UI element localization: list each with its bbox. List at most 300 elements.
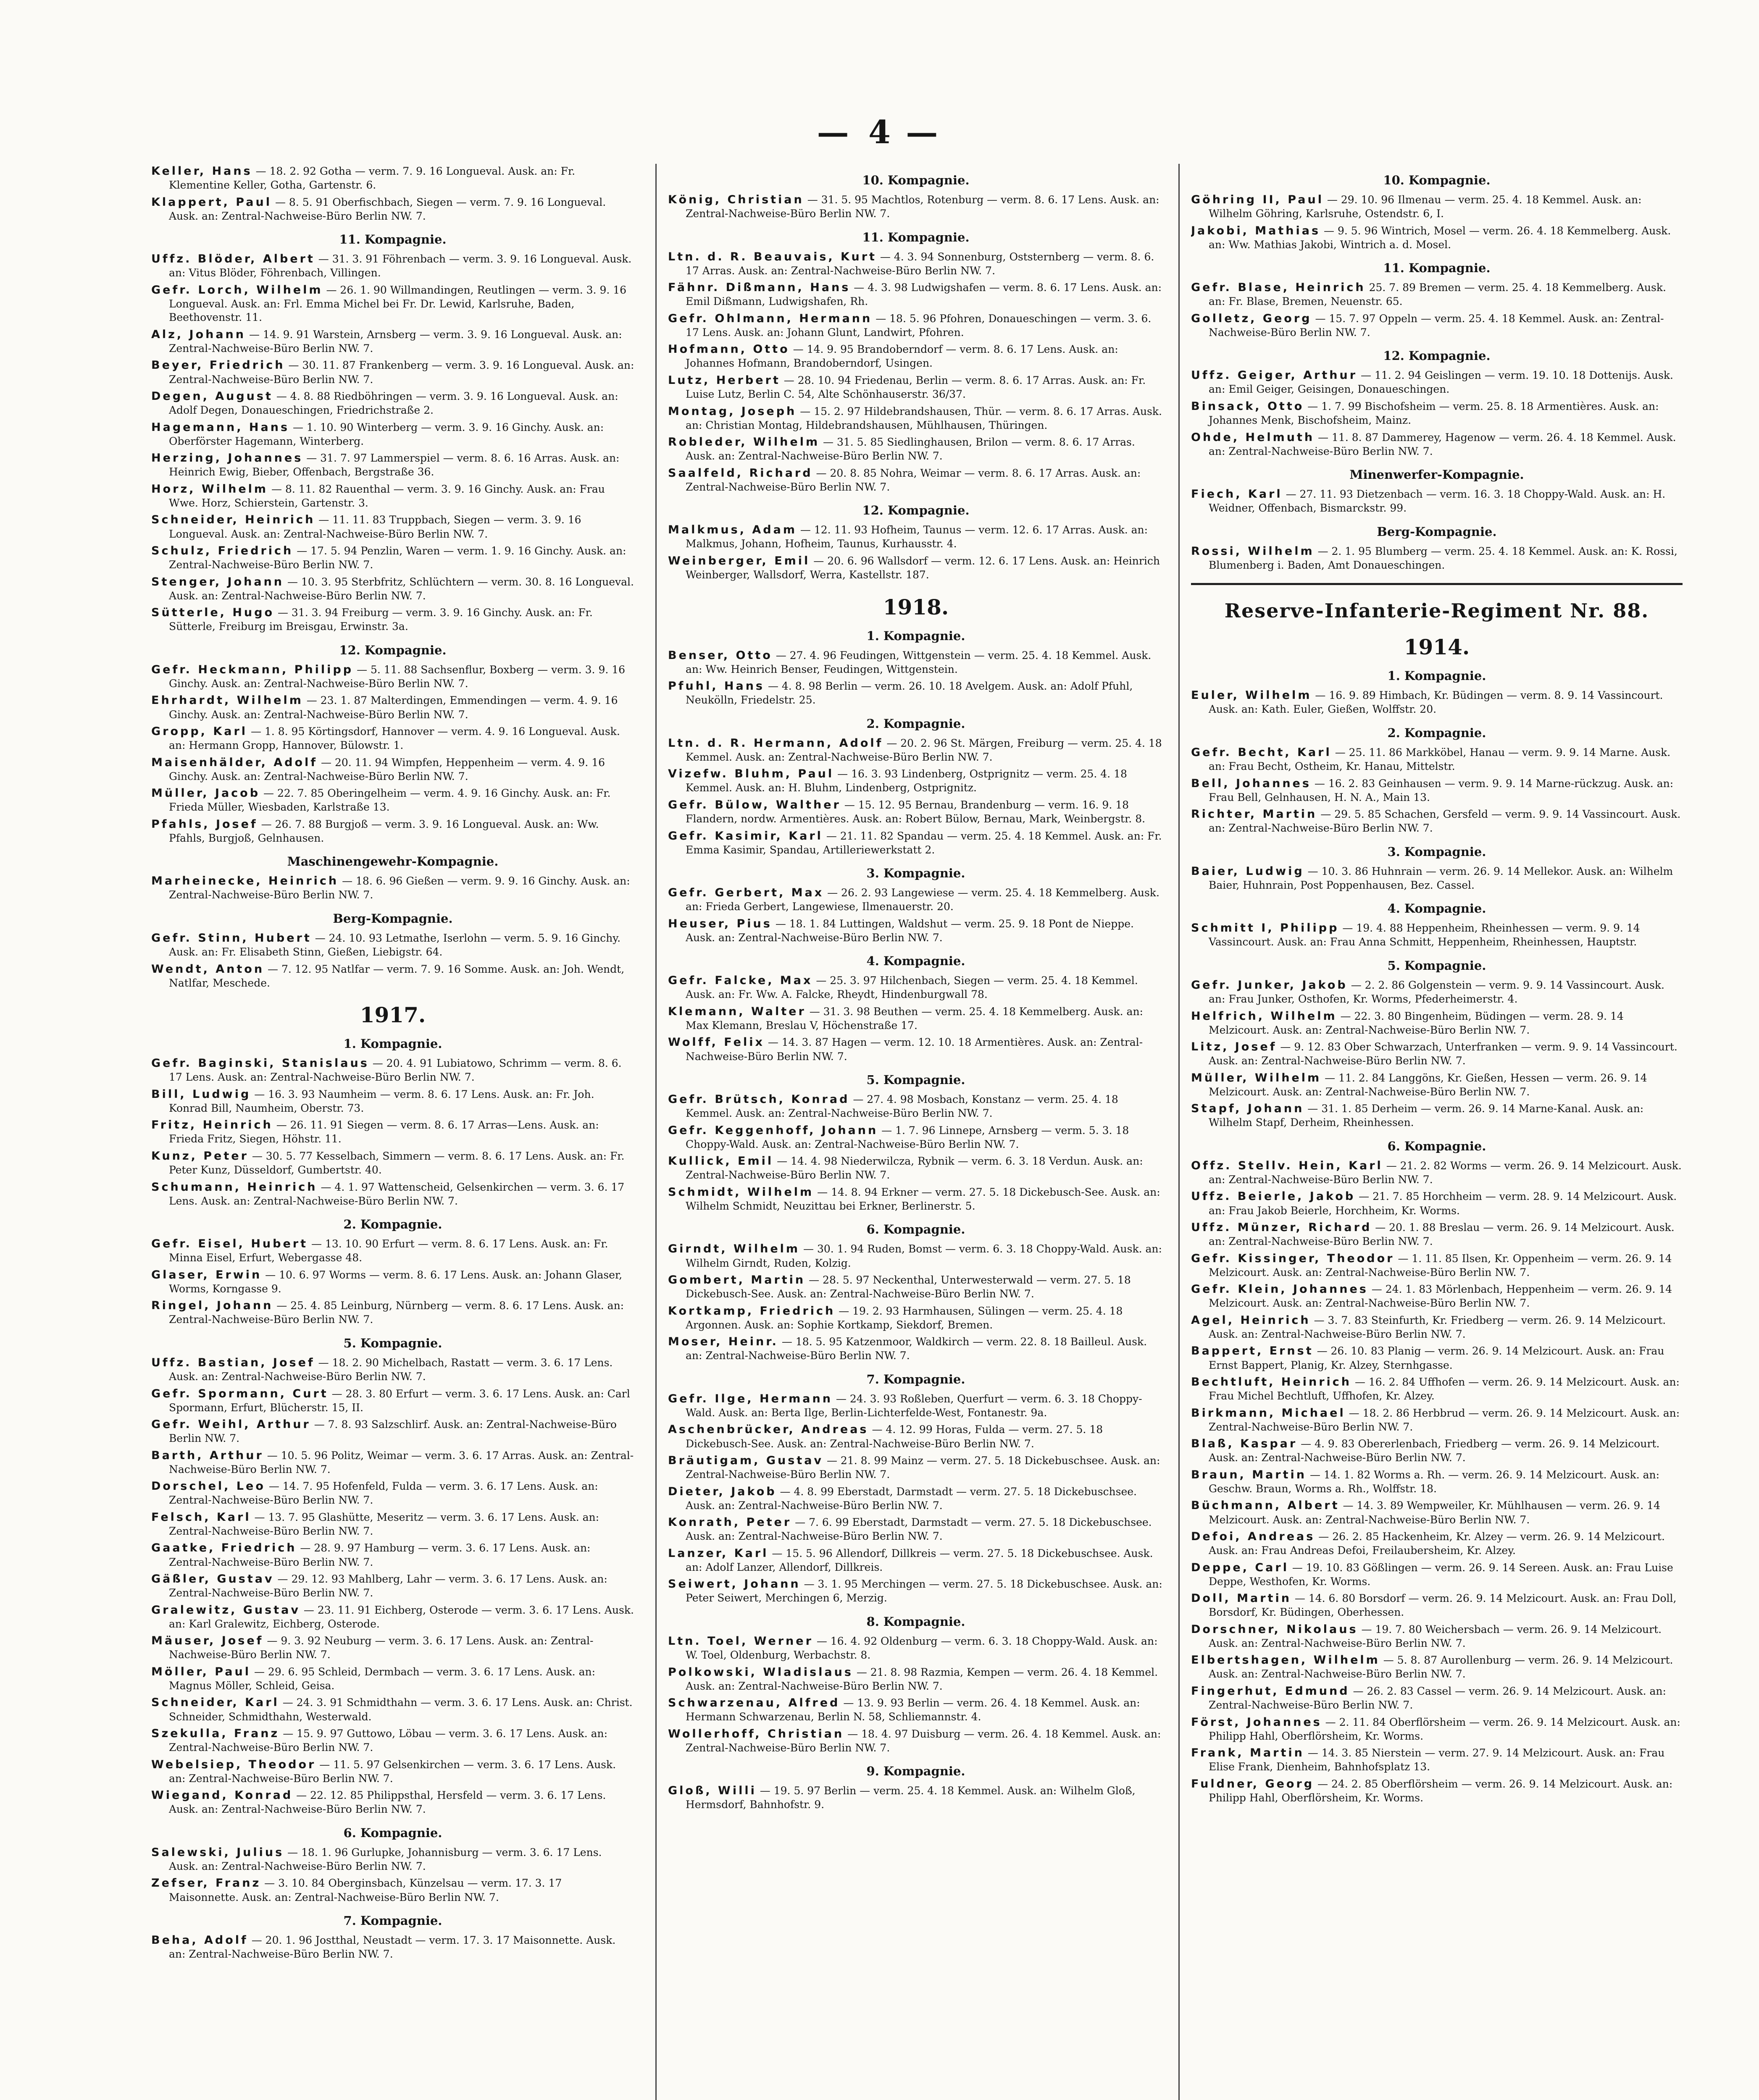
entry-name: Agel, Heinrich xyxy=(1191,1313,1311,1327)
entry-name: Fuldner, Georg xyxy=(1191,1777,1315,1790)
casualty-entry xyxy=(151,786,634,814)
casualty-entry xyxy=(151,358,634,386)
entry-details: — 29. 6. 95 Schleid, Dermbach — verm. 3. 6. 17 Lens. Ausk. an: Magnus Möller, Schleid, Geisa. xyxy=(169,1665,595,1692)
casualty-entry xyxy=(668,1185,1164,1213)
entry-details: — 10. 6. 97 Worms — verm. 8. 6. 17 Lens. Ausk. an: Johann Glaser, Worms, Korngasse 9. xyxy=(169,1268,623,1295)
entry-details: — 24. 3. 91 Schmidthahn — verm. 3. 6. 17 Lens. Ausk. an: Christ. Schneider, Schmidthahn, Westerwald. xyxy=(169,1696,633,1723)
casualty-entry xyxy=(1191,487,1683,515)
entry-details: — 18. 4. 97 Duisburg — verm. 26. 4. 18 Kemmel. Ausk. an: Zentral-Nachweise-Büro Berlin NW. 7. xyxy=(686,1727,1161,1754)
entry-details: — 27. 11. 93 Dietzenbach — verm. 16. 3. 18 Choppy-Wald. Ausk. an: H. Weidner, Offenbach, Bismarckstr. 99. xyxy=(1209,488,1666,514)
casualty-entry xyxy=(1191,430,1683,459)
casualty-entry xyxy=(151,662,634,691)
entry-details: — 26. 7. 88 Burgjoß — verm. 3. 9. 16 Longueval. Ausk. an: Ww. Pfahls, Burgjoß, Gelnhausen. xyxy=(169,818,599,844)
entry-details: — 18. 1. 84 Luttingen, Waldshut — verm. 25. 9. 18 Pont de Nieppe. Ausk. an: Zentral-Nachweise-Büro Berlin NW. 7. xyxy=(686,917,1134,944)
entry-details: — 3. 10. 84 Oberginsbach, Künzelsau — verm. 17. 3. 17 Maisonnette. Ausk. an: Zentral-Nachweise-Büro Berlin NW. 7. xyxy=(169,1877,562,1903)
entry-name: Gefr. Becht, Karl xyxy=(1191,746,1332,759)
company-heading: 12. Kompagnie. xyxy=(862,503,970,518)
entry-details: — 9. 5. 96 Wintrich, Mosel — verm. 26. 4. 18 Kemmelberg. Ausk. an: Ww. Mathias Jakobi, Wintrich a. d. Mosel. xyxy=(1209,224,1671,251)
entry-details: — 16. 4. 92 Oldenburg — verm. 6. 3. 18 Choppy-Wald. Ausk. an: W. Toel, Oldenburg, Werbachstr. 8. xyxy=(686,1635,1158,1662)
entry-details: — 8. 5. 91 Oberfischbach, Siegen — verm. 7. 9. 16 Longueval. Ausk. an: Zentral-Nachweise-Büro Berlin NW. 7. xyxy=(169,196,606,222)
entry-details: — 15. 2. 97 Hildebrandshausen, Thür. — verm. 8. 6. 17 Arras. Ausk. an: Christian Montag, Hildebrandshausen, Mühlhausen, Thüringen. xyxy=(686,405,1162,431)
page-number: — 4 — xyxy=(817,113,942,151)
entry-name: Wendt, Anton xyxy=(151,962,265,976)
casualty-entry xyxy=(1191,280,1683,309)
casualty-entry xyxy=(668,311,1164,340)
casualty-entry xyxy=(1191,1684,1683,1712)
entry-name: Ohde, Helmuth xyxy=(1191,430,1315,444)
entry-details: — 31. 5. 95 Machtlos, Rotenburg — verm. 8. 6. 17 Lens. Ausk. an: Zentral-Nachweise-Büro Berlin NW. 7. xyxy=(686,194,1160,220)
entry-details: — 14. 8. 94 Erkner — verm. 27. 5. 18 Dickebusch-See. Ausk. an: Wilhelm Schmidt, Neuzittau bei Erkner, Berlinerstr. 5. xyxy=(686,1186,1160,1212)
entry-name: Göhring II, Paul xyxy=(1191,193,1324,206)
entry-details: — 4. 8. 99 Eberstadt, Darmstadt — verm. 27. 5. 18 Dickebuschsee. Ausk. an: Zentral-Nachweise-Büro Berlin NW. 7. xyxy=(686,1485,1137,1512)
casualty-entry xyxy=(1191,1009,1683,1037)
entry-details: — 16. 2. 84 Uffhofen — verm. 26. 9. 14 Melzicourt. Ausk. an: Frau Michel Bechtluft, Uffhofen, Kr. Alzey. xyxy=(1209,1376,1680,1402)
casualty-entry xyxy=(668,1391,1164,1420)
entry-details: — 9. 12. 83 Ober Schwarzach, Unterfranken — verm. 9. 9. 14 Vassincourt. Ausk. an: Zentral-Nachweise-Büro Berlin NW. 7. xyxy=(1209,1041,1677,1067)
entry-name: Aschenbrücker, Andreas xyxy=(668,1423,869,1436)
company-heading: 3. Kompagnie. xyxy=(1387,844,1486,859)
entry-details: — 14. 7. 95 Hofenfeld, Fulda — verm. 3. 6. 17 Lens. Ausk. an: Zentral-Nachweise-Büro Berlin NW. 7. xyxy=(169,1480,598,1507)
entry-details: — 24. 2. 85 Oberflörsheim — verm. 26. 9. 14 Melzicourt. Ausk. an: Philipp Hahl, Oberflörsheim, Kr. Worms. xyxy=(1209,1777,1673,1804)
casualty-entry xyxy=(668,342,1164,370)
casualty-entry xyxy=(1191,1189,1683,1218)
entry-name: Schulz, Friedrich xyxy=(151,544,294,558)
entry-details: — 20. 8. 85 Nohra, Weimar — verm. 8. 6. 17 Arras. Ausk. an: Zentral-Nachweise-Büro Berlin NW. 7. xyxy=(686,467,1141,493)
entry-name: Gefr. Kissinger, Theodor xyxy=(1191,1252,1395,1265)
casualty-entry xyxy=(151,693,634,722)
casualty-entry xyxy=(151,1479,634,1507)
casualty-entry xyxy=(1191,1282,1683,1310)
entry-name: Litz, Josef xyxy=(1191,1040,1277,1054)
entry-details: — 4. 8. 98 Berlin — verm. 26. 10. 18 Avelgem. Ausk. an: Adolf Pfuhl, Neukölln, Friedelstr. 25. xyxy=(686,680,1133,706)
entry-name: Hofmann, Otto xyxy=(668,343,790,356)
entry-name: Marheinecke, Heinrich xyxy=(151,874,339,888)
casualty-entry xyxy=(151,1056,634,1084)
column-right xyxy=(1191,164,1683,2100)
entry-name: Salewski, Julius xyxy=(151,1845,284,1859)
entry-name: Gefr. Kasimir, Karl xyxy=(668,829,823,843)
entry-name: Gaatke, Friedrich xyxy=(151,1541,297,1555)
entry-name: Gäßler, Gustav xyxy=(151,1572,274,1586)
column-left xyxy=(151,164,634,2100)
entry-details: — 26. 2. 83 Cassel — verm. 26. 9. 14 Melzicourt. Ausk. an: Zentral-Nachweise-Büro Berlin NW. 7. xyxy=(1209,1685,1666,1712)
entry-name: Ltn. Toel, Werner xyxy=(668,1634,813,1648)
entry-name: Fritz, Heinrich xyxy=(151,1118,273,1132)
entry-name: Först, Johannes xyxy=(1191,1715,1322,1729)
entry-name: Gefr. Blase, Heinrich xyxy=(1191,281,1366,294)
casualty-entry xyxy=(1191,311,1683,340)
entry-details: 25. 7. 89 Bremen — verm. 25. 4. 18 Kemmelberg. Ausk. an: Fr. Blase, Bremen, Neuenstr. 65. xyxy=(1209,281,1666,308)
entry-name: Beha, Adolf xyxy=(151,1934,248,1947)
entry-details: — 15. 7. 97 Oppeln — verm. 25. 4. 18 Kemmel. Ausk. an: Zentral-Nachweise-Büro Berlin NW. 7. xyxy=(1209,312,1664,339)
entry-name: Ltn. d. R. Beauvais, Kurt xyxy=(668,250,877,263)
entry-name: Wiegand, Konrad xyxy=(151,1789,293,1802)
entry-name: Klappert, Paul xyxy=(151,195,272,209)
entry-details: — 19. 10. 83 Gößlingen — verm. 26. 9. 14 Sereen. Ausk. an: Frau Luise Deppe, Westhofen, Kr. Worms. xyxy=(1209,1561,1673,1588)
entry-details: — 24. 3. 93 Roßleben, Querfurt — verm. 6. 3. 18 Choppy-Wald. Ausk. an: Berta Ilge, Berlin-Lichterfelde-West, Fontanestr. 9a. xyxy=(686,1392,1142,1419)
entry-details: — 18. 6. 96 Gießen — verm. 9. 9. 16 Ginchy. Ausk. an: Zentral-Nachweise-Büro Berlin NW. 7. xyxy=(169,875,630,901)
entry-name: Gefr. Keggenhoff, Johann xyxy=(668,1124,878,1137)
casualty-entry xyxy=(668,1453,1164,1482)
entry-name: Gefr. Ohlmann, Hermann xyxy=(668,312,873,325)
casualty-entry xyxy=(1191,745,1683,774)
casualty-entry xyxy=(1191,1498,1683,1527)
entry-details: — 18. 2. 90 Michelbach, Rastatt — verm. 3. 6. 17 Lens. Ausk. an: Zentral-Nachweise-Büro Berlin NW. 7. xyxy=(169,1356,613,1383)
company-heading: 7. Kompagnie. xyxy=(343,1914,442,1928)
entry-details: — 27. 4. 98 Mosbach, Konstanz — verm. 25. 4. 18 Kemmel. Ausk. an: Zentral-Nachweise-Büro Berlin NW. 7. xyxy=(686,1093,1118,1120)
entry-details: — 19. 2. 93 Harmhausen, Sülingen — verm. 25. 4. 18 Argonnen. Ausk. an: Sophie Kortkamp, Siekdorf, Bremen. xyxy=(686,1305,1123,1331)
entry-name: Gropp, Karl xyxy=(151,725,248,738)
entry-details: — 9. 3. 92 Neuburg — verm. 3. 6. 17 Lens. Ausk. an: Zentral-Nachweise-Büro Berlin NW. 7. xyxy=(169,1635,594,1661)
entry-details: — 1. 11. 85 Ilsen, Kr. Oppenheim — verm. 26. 9. 14 Melzicourt. Ausk. an: Zentral-Nachweise-Büro Berlin NW. 7. xyxy=(1209,1252,1672,1278)
casualty-entry xyxy=(151,283,634,325)
entry-details: — 14. 9. 91 Warstein, Arnsberg — verm. 3. 9. 16 Longueval. Ausk. an: Zentral-Nachweise-Büro Berlin NW. 7. xyxy=(169,328,622,354)
entry-details: — 18. 2. 92 Gotha — verm. 7. 9. 16 Longueval. Ausk. an: Fr. Klementine Keller, Gotha, Gartenstr. 6. xyxy=(169,165,576,192)
entry-name: Bill, Ludwig xyxy=(151,1087,251,1101)
entry-details: — 15. 5. 96 Allendorf, Dillkreis — verm. 27. 5. 18 Dickebuschsee. Ausk. an: Adolf Lanzer, Allendorf, Dillkreis. xyxy=(686,1547,1153,1573)
entry-details: — 4. 3. 94 Sonnenburg, Oststernberg — verm. 8. 6. 17 Arras. Ausk. an: Zentral-Nachweise-Büro Berlin NW. 7. xyxy=(686,250,1154,277)
entry-name: Alz, Johann xyxy=(151,328,246,341)
entry-name: Gefr. Junker, Jakob xyxy=(1191,978,1348,992)
casualty-entry xyxy=(668,1696,1164,1724)
entry-details: — 27. 4. 96 Feudingen, Wittgenstein — verm. 25. 4. 18 Kemmel. Ausk. an: Ww. Heinrich Benser, Feudingen, Wittgenstein. xyxy=(686,649,1152,675)
entry-name: Schwarzenau, Alfred xyxy=(668,1696,840,1710)
entry-details: — 26. 1. 90 Willmandingen, Reutlingen — verm. 3. 9. 16 Longueval. Ausk. an: Frl. Emma Michel bei Fr. Dr. Lewid, Karlsruhe, Baden, Beethovenstr. 11. xyxy=(169,284,627,324)
entry-name: Deppe, Carl xyxy=(1191,1561,1289,1574)
entry-details: — 14. 1. 82 Worms a. Rh. — verm. 26. 9. 14 Melzicourt. Ausk. an: Geschw. Braun, Worms a. Rh., Wolffstr. 18. xyxy=(1209,1468,1660,1495)
entry-details: — 13. 10. 90 Erfurt — verm. 8. 6. 17 Lens. Ausk. an: Fr. Minna Eisel, Erfurt, Webergasse 48. xyxy=(169,1238,608,1264)
casualty-entry xyxy=(1191,1101,1683,1130)
casualty-entry xyxy=(151,164,634,192)
entry-name: Defoi, Andreas xyxy=(1191,1530,1315,1543)
casualty-entry xyxy=(668,679,1164,707)
entry-name: Malkmus, Adam xyxy=(668,523,797,537)
casualty-entry xyxy=(1191,223,1683,252)
entry-name: Jakobi, Mathias xyxy=(1191,224,1321,237)
entry-details: — 18. 5. 96 Pfohren, Donaueschingen — verm. 3. 6. 17 Lens. Ausk. an: Johann Glunt, Landwirt, Pfohren. xyxy=(686,312,1152,339)
entry-name: Ltn. d. R. Hermann, Adolf xyxy=(668,736,883,750)
casualty-entry xyxy=(151,1845,634,1874)
casualty-entry xyxy=(1191,1220,1683,1249)
entry-details: — 7. 8. 93 Salzschlirf. Ausk. an: Zentral-Nachweise-Büro Berlin NW. 7. xyxy=(169,1418,617,1445)
casualty-entry xyxy=(151,482,634,510)
casualty-entry xyxy=(151,1355,634,1384)
entry-details: — 10. 3. 86 Huhnrain — verm. 26. 9. 14 Mellekor. Ausk. an: Wilhelm Baier, Huhnrain, Post Poppenhausen, Bez. Cassel. xyxy=(1209,865,1673,891)
casualty-entry xyxy=(1191,1406,1683,1434)
entry-details: — 22. 7. 85 Oberingelheim — verm. 4. 9. 16 Ginchy. Ausk. an: Fr. Frieda Müller, Wiesbaden, Karlstraße 13. xyxy=(169,787,611,814)
casualty-entry xyxy=(1191,544,1683,572)
entry-details: — 10. 5. 96 Politz, Weimar — verm. 3. 6. 17 Arras. Ausk. an: Zentral-Nachweise-Büro Berlin NW. 7. xyxy=(169,1449,634,1475)
entry-details: — 29. 10. 96 Ilmenau — verm. 25. 4. 18 Kemmel. Ausk. an: Wilhelm Göhring, Karlsruhe, Ostendstr. 6, I. xyxy=(1209,194,1642,220)
entry-details: — 13. 9. 93 Berlin — verm. 26. 4. 18 Kemmel. Ausk. an: Hermann Schwarzenau, Berlin N. 58, Schliemannstr. 4. xyxy=(686,1697,1140,1723)
entry-details: — 15. 12. 95 Bernau, Brandenburg — verm. 16. 9. 18 Flandern, nordw. Armentières. Ausk. an: Robert Bülow, Bernau, Mark, Weinbergstr. 8. xyxy=(686,798,1146,825)
company-heading: 6. Kompagnie. xyxy=(343,1825,442,1840)
entry-name: Dieter, Jakob xyxy=(668,1485,777,1498)
casualty-entry xyxy=(668,1634,1164,1662)
entry-name: Golletz, Georg xyxy=(1191,312,1312,325)
entry-name: Stapf, Johann xyxy=(1191,1102,1304,1116)
entry-details: — 7. 6. 99 Eberstadt, Darmstadt — verm. 27. 5. 18 Dickebuschsee. Ausk. an: Zentral-Nachweise-Büro Berlin NW. 7. xyxy=(686,1516,1152,1543)
entry-name: Euler, Wilhelm xyxy=(1191,689,1312,702)
entry-name: Richter, Martin xyxy=(1191,808,1317,821)
entry-details: — 1. 8. 95 Körtingsdorf, Hannover — verm. 4. 9. 16 Longueval. Ausk. an: Hermann Gropp, Hannover, Bülowstr. 1. xyxy=(169,725,620,752)
casualty-entry xyxy=(668,973,1164,1002)
entry-name: Offz. Stellv. Hein, Karl xyxy=(1191,1159,1383,1172)
entry-details: — 1. 7. 99 Bischofsheim — verm. 25. 8. 18 Armentières. Ausk. an: Johannes Menk, Bischofsheim, Mainz. xyxy=(1209,400,1659,427)
entry-name: Gefr. Ilge, Hermann xyxy=(668,1392,833,1405)
casualty-entry xyxy=(668,466,1164,494)
entry-details: — 19. 4. 88 Heppenheim, Rheinhessen — verm. 9. 9. 14 Vassincourt. Ausk. an: Frau Anna Schmitt, Heppenheim, Rheinhessen, Hauptstr. xyxy=(1209,922,1640,948)
company-heading: 5. Kompagnie. xyxy=(1387,958,1486,973)
entry-details: — 14. 4. 98 Niederwilcza, Rybnik — verm. 6. 3. 18 Verdun. Ausk. an: Zentral-Nachweise-Büro Berlin NW. 7. xyxy=(686,1155,1143,1181)
casualty-entry xyxy=(1191,1436,1683,1465)
entry-details: — 20. 4. 91 Lubiatowo, Schrimm — verm. 8. 6. 17 Lens. Ausk. an: Zentral-Nachweise-Büro Berlin NW. 7. xyxy=(169,1057,622,1084)
entry-name: Uffz. Bastian, Josef xyxy=(151,1356,315,1369)
company-heading: 8. Kompagnie. xyxy=(866,1614,965,1629)
entry-name: Wolff, Felix xyxy=(668,1036,765,1049)
entry-details: — 14. 3. 87 Hagen — verm. 12. 10. 18 Armentières. Ausk. an: Zentral-Nachweise-Büro Berlin NW. 7. xyxy=(686,1036,1143,1063)
entry-details: — 30. 5. 77 Kesselbach, Simmern — verm. 8. 6. 17 Lens. Ausk. an: Fr. Peter Kunz, Düsseldorf, Gumbertstr. 40. xyxy=(169,1150,625,1176)
entry-name: Felsch, Karl xyxy=(151,1510,251,1524)
entry-details: — 22. 3. 80 Bingenheim, Büdingen — verm. 28. 9. 14 Melzicourt. Ausk. an: Zentral-Nachweise-Büro Berlin NW. 7. xyxy=(1209,1010,1624,1036)
casualty-entry xyxy=(668,1515,1164,1544)
entry-name: Gombert, Martin xyxy=(668,1273,806,1287)
company-heading: 1. Kompagnie. xyxy=(866,628,965,643)
casualty-entry xyxy=(151,389,634,417)
entry-name: Polkowski, Wladislaus xyxy=(668,1665,853,1679)
entry-details: — 4. 9. 83 Obererlenbach, Friedberg — verm. 26. 9. 14 Melzicourt. Ausk. an: Zentral-Nachweise-Büro Berlin NW. 7. xyxy=(1209,1438,1660,1464)
page-number-value: 4 xyxy=(868,113,891,151)
entry-details: — 26. 11. 91 Siegen — verm. 8. 6. 17 Arras—Lens. Ausk. an: Frieda Fritz, Siegen, Höhstr. 11. xyxy=(169,1119,599,1145)
casualty-entry xyxy=(668,280,1164,309)
entry-details: — 24. 10. 93 Letmathe, Iserlohn — verm. 5. 9. 16 Ginchy. Ausk. an: Fr. Elisabeth Stinn, Gießen, Liebigstr. 64. xyxy=(169,932,621,958)
entry-details: — 31. 3. 94 Freiburg — verm. 3. 9. 16 Ginchy. Ausk. an: Fr. Sütterle, Freiburg im Breisgau, Erwinstr. 3a. xyxy=(169,606,593,633)
entry-details: — 29. 12. 93 Mahlberg, Lahr — verm. 3. 6. 17 Lens. Ausk. an: Zentral-Nachweise-Büro Berlin NW. 7. xyxy=(169,1573,607,1599)
entry-name: Beyer, Friedrich xyxy=(151,359,285,372)
casualty-entry xyxy=(1191,807,1683,835)
casualty-entry xyxy=(151,1180,634,1208)
entry-name: Barth, Arthur xyxy=(151,1449,264,1462)
section-separator xyxy=(1191,583,1683,585)
entry-name: Stenger, Johann xyxy=(151,575,284,588)
casualty-entry xyxy=(668,736,1164,764)
casualty-entry xyxy=(1191,1777,1683,1805)
entry-details: — 21. 11. 82 Spandau — verm. 25. 4. 18 Kemmel. Ausk. an: Fr. Emma Kasimir, Spandau, Artilleriewerkstatt 2. xyxy=(686,830,1162,856)
casualty-entry xyxy=(1191,921,1683,949)
entry-details: — 10. 3. 95 Sterbfritz, Schlüchtern — verm. 30. 8. 16 Longueval. Ausk. an: Zentral-Nachweise-Büro Berlin NW. 7. xyxy=(169,575,634,602)
casualty-entry xyxy=(1191,1622,1683,1651)
entry-name: Helfrich, Wilhelm xyxy=(1191,1009,1337,1023)
entry-name: Robleder, Wilhelm xyxy=(668,436,820,449)
casualty-entry xyxy=(1191,1653,1683,1681)
company-heading: 1. Kompagnie. xyxy=(343,1037,442,1051)
entry-details: — 19. 5. 97 Berlin — verm. 25. 4. 18 Kemmel. Ausk. an: Wilhelm Gloß, Hermsdorf, Bahnhofstr. 9. xyxy=(686,1785,1136,1811)
casualty-entry xyxy=(151,1298,634,1327)
casualty-entry xyxy=(151,420,634,449)
entry-name: Benser, Otto xyxy=(668,648,773,662)
casualty-entry xyxy=(151,1448,634,1477)
company-heading: 6. Kompagnie. xyxy=(866,1222,965,1237)
year-heading: 1918. xyxy=(883,594,949,620)
casualty-entry xyxy=(1191,368,1683,396)
entry-details: — 5. 11. 88 Sachsenflur, Boxberg — verm. 3. 9. 16 Ginchy. Ausk. an: Zentral-Nachweise-Büro Berlin NW. 7. xyxy=(169,663,626,690)
entry-name: Ehrhardt, Wilhelm xyxy=(151,694,303,707)
casualty-entry xyxy=(151,1572,634,1600)
entry-name: Gefr. Stinn, Hubert xyxy=(151,931,312,945)
entry-details: — 13. 7. 95 Glashütte, Meseritz — verm. 3. 6. 17 Lens. Ausk. an: Zentral-Nachweise-Büro Berlin NW. 7. xyxy=(169,1511,599,1537)
entry-name: Uffz. Blöder, Albert xyxy=(151,252,315,266)
company-heading: Maschinengewehr-Kompagnie. xyxy=(287,854,499,869)
entry-name: Maisenhälder, Adolf xyxy=(151,756,318,769)
entry-details: — 21. 8. 99 Mainz — verm. 27. 5. 18 Dickebuschsee. Ausk. an: Zentral-Nachweise-Büro Berlin NW. 7. xyxy=(686,1454,1160,1481)
entry-name: Braun, Martin xyxy=(1191,1468,1307,1481)
casualty-entry xyxy=(668,648,1164,677)
entry-name: Fiech, Karl xyxy=(1191,488,1283,501)
casualty-entry xyxy=(151,1268,634,1296)
company-heading: Minenwerfer-Kompagnie. xyxy=(1349,467,1524,482)
casualty-entry xyxy=(151,1757,634,1786)
entry-details: — 14. 3. 85 Nierstein — verm. 27. 9. 14 Melzicourt. Ausk. an: Frau Elise Frank, Dienheim, Bahnhofsplatz 13. xyxy=(1209,1747,1665,1773)
entry-details: — 11. 11. 83 Truppbach, Siegen — verm. 3. 9. 16 Longueval. Ausk. an: Zentral-Nachweise-Büro Berlin NW. 7. xyxy=(169,514,581,540)
entry-name: Bechtluft, Heinrich xyxy=(1191,1376,1351,1389)
casualty-entry xyxy=(151,1236,634,1265)
casualty-entry xyxy=(151,874,634,902)
company-heading: 2. Kompagnie. xyxy=(866,716,965,731)
casualty-entry xyxy=(1191,1715,1683,1743)
casualty-entry xyxy=(151,1788,634,1816)
casualty-entry xyxy=(668,522,1164,551)
casualty-entry xyxy=(1191,399,1683,428)
entry-details: — 14. 6. 80 Borsdorf — verm. 26. 9. 14 Melzicourt. Ausk. an: Frau Doll, Borsdorf, Kr. Büdingen, Oberhessen. xyxy=(1209,1592,1677,1619)
entry-details: — 20. 2. 96 St. Märgen, Freiburg — verm. 25. 4. 18 Kemmel. Ausk. an: Zentral-Nachweise-Büro Berlin NW. 7. xyxy=(686,737,1162,763)
entry-name: Ringel, Johann xyxy=(151,1299,273,1312)
company-heading: Berg-Kompagnie. xyxy=(1377,524,1497,539)
entry-details: — 30. 11. 87 Frankenberg — verm. 3. 9. 16 Longueval. Ausk. an: Zentral-Nachweise-Büro Berlin NW. 7. xyxy=(169,359,634,386)
column-rule-right xyxy=(1178,164,1180,2100)
entry-details: — 8. 11. 82 Rauenthal — verm. 3. 9. 16 Ginchy. Ausk. an: Frau Wwe. Horz, Schierstein, Gartenstr. 3. xyxy=(169,483,605,509)
casualty-entry xyxy=(151,1876,634,1904)
entry-name: Seiwert, Johann xyxy=(668,1578,801,1591)
casualty-entry xyxy=(668,1035,1164,1063)
entry-details: — 24. 1. 83 Mörlenbach, Heppenheim — verm. 26. 9. 14 Melzicourt. Ausk. an: Zentral-Nachweise-Büro Berlin NW. 7. xyxy=(1209,1283,1672,1310)
entry-details: — 25. 4. 85 Leinburg, Nürnberg — verm. 8. 6. 17 Lens. Ausk. an: Zentral-Nachweise-Büro Berlin NW. 7. xyxy=(169,1299,624,1326)
entry-name: Frank, Martin xyxy=(1191,1746,1304,1760)
entry-name: Girndt, Wilhelm xyxy=(668,1242,800,1256)
entry-name: Gefr. Eisel, Hubert xyxy=(151,1237,308,1251)
casualty-entry xyxy=(151,575,634,603)
entry-name: Kortkamp, Friedrich xyxy=(668,1304,836,1318)
casualty-entry xyxy=(668,1577,1164,1605)
entry-name: Horz, Wilhelm xyxy=(151,482,268,496)
entry-details: — 5. 8. 87 Aurollenburg — verm. 26. 9. 14 Melzicourt. Ausk. an: Zentral-Nachweise-Büro Berlin NW. 7. xyxy=(1209,1654,1673,1680)
entry-details: — 11. 2. 84 Langgöns, Kr. Gießen, Hessen — verm. 26. 9. 14 Melzicourt. Ausk. an: Zentral-Nachweise-Büro Berlin NW. 7. xyxy=(1209,1071,1647,1098)
company-heading: 11. Kompagnie. xyxy=(862,230,970,244)
entry-name: Gefr. Weihl, Arthur xyxy=(151,1418,311,1431)
company-heading: Berg-Kompagnie. xyxy=(333,911,453,926)
entry-details: — 31. 7. 97 Lammerspiel — verm. 8. 6. 16 Arras. Ausk. an: Heinrich Ewig, Bieber, Offenbach, Bergstraße 36. xyxy=(169,452,620,478)
entry-details: — 19. 7. 80 Weichersbach — verm. 26. 9. 14 Melzicourt. Ausk. an: Zentral-Nachweise-Büro Berlin NW. 7. xyxy=(1209,1623,1662,1649)
entry-name: Pfuhl, Hans xyxy=(668,680,765,693)
casualty-entry xyxy=(1191,1251,1683,1280)
entry-name: Bell, Johannes xyxy=(1191,777,1311,790)
entry-name: Kullick, Emil xyxy=(668,1155,774,1168)
casualty-entry xyxy=(668,1484,1164,1513)
entry-name: Sütterle, Hugo xyxy=(151,606,275,620)
entry-name: Gefr. Bülow, Walther xyxy=(668,798,841,811)
company-heading: 10. Kompagnie. xyxy=(862,173,970,187)
entry-details: — 2. 2. 86 Golgenstein — verm. 9. 9. 14 Vassincourt. Ausk. an: Frau Junker, Osthofen, Kr. Worms, Pfederheimerstr. 4. xyxy=(1209,979,1664,1005)
company-heading: 11. Kompagnie. xyxy=(339,232,447,247)
company-heading: 11. Kompagnie. xyxy=(1383,261,1491,276)
casualty-entry xyxy=(1191,1746,1683,1774)
casualty-entry xyxy=(151,724,634,753)
entry-name: Klemann, Walter xyxy=(668,1005,806,1018)
entry-name: Glaser, Erwin xyxy=(151,1268,262,1281)
entry-details: — 31. 5. 85 Siedlinghausen, Brilon — verm. 8. 6. 17 Arras. Ausk. an: Zentral-Nachweise-Büro Berlin NW. 7. xyxy=(686,436,1135,462)
entry-name: Pfahls, Josef xyxy=(151,817,258,831)
casualty-entry xyxy=(668,1304,1164,1332)
casualty-entry xyxy=(151,252,634,280)
entry-details: — 2. 11. 84 Oberflörsheim — verm. 26. 9. 14 Melzicourt. Ausk. an: Philipp Hahl, Oberflörsheim, Kr. Worms. xyxy=(1209,1716,1680,1742)
casualty-entry xyxy=(1191,1467,1683,1496)
casualty-entry xyxy=(668,373,1164,402)
casualty-entry xyxy=(151,1510,634,1538)
casualty-entry xyxy=(151,1664,634,1693)
entry-details: — 11. 5. 97 Gelsenkirchen — verm. 3. 6. 17 Lens. Ausk. an: Zentral-Nachweise-Büro Berlin NW. 7. xyxy=(169,1758,616,1785)
company-heading: 2. Kompagnie. xyxy=(343,1217,442,1232)
entry-details: — 14. 9. 95 Brandoberndorf — verm. 8. 6. 17 Lens. Ausk. an: Johannes Hofmann, Brandoberndorf, Usingen. xyxy=(686,343,1118,370)
entry-name: Rossi, Wilhelm xyxy=(1191,544,1315,558)
entry-name: König, Christian xyxy=(668,193,804,206)
entry-name: Gefr. Falcke, Max xyxy=(668,974,813,987)
casualty-entry xyxy=(151,327,634,356)
entry-name: Schumann, Heinrich xyxy=(151,1180,318,1194)
entry-details: — 17. 5. 94 Penzlin, Waren — verm. 1. 9. 16 Ginchy. Ausk. an: Zentral-Nachweise-Büro Berlin NW. 7. xyxy=(169,545,626,571)
casualty-entry xyxy=(151,1726,634,1755)
entry-details: — 3. 1. 95 Merchingen — verm. 27. 5. 18 Dickebuschsee. Ausk. an: Peter Seiwert, Merchingen 6, Merzig. xyxy=(686,1578,1162,1604)
entry-details: — 16. 3. 93 Lindenberg, Ostprignitz — verm. 25. 4. 18 Kemmel. Ausk. an: H. Bluhm, Lindenberg, Ostprignitz. xyxy=(686,768,1127,794)
casualty-entry xyxy=(1191,1529,1683,1558)
entry-name: Doll, Martin xyxy=(1191,1592,1291,1605)
entry-details: — 4. 8. 88 Riedböhringen — verm. 3. 9. 16 Longueval. Ausk. an: Adolf Degen, Donaueschingen, Friedrichstraße 2. xyxy=(169,390,618,417)
entry-name: Gralewitz, Gustav xyxy=(151,1603,300,1617)
entry-name: Bräutigam, Gustav xyxy=(668,1454,824,1467)
entry-name: Herzing, Johannes xyxy=(151,452,303,465)
casualty-entry xyxy=(151,451,634,479)
entry-name: Uffz. Münzer, Richard xyxy=(1191,1221,1372,1234)
entry-name: Schmitt I, Philipp xyxy=(1191,921,1339,935)
casualty-entry xyxy=(668,1334,1164,1363)
company-heading: 7. Kompagnie. xyxy=(866,1372,965,1386)
casualty-entry xyxy=(668,829,1164,857)
company-heading: 10. Kompagnie. xyxy=(1383,173,1491,187)
casualty-entry xyxy=(151,755,634,784)
casualty-entry xyxy=(151,1118,634,1146)
entry-details: — 7. 12. 95 Natlfar — verm. 7. 9. 16 Somme. Ausk. an: Joh. Wendt, Natlfar, Meschede. xyxy=(169,963,625,989)
entry-name: Binsack, Otto xyxy=(1191,399,1304,413)
entry-name: Gloß, Willi xyxy=(668,1784,757,1798)
casualty-entry xyxy=(1191,776,1683,805)
entry-name: Müller, Jacob xyxy=(151,787,260,800)
entry-name: Hagemann, Hans xyxy=(151,420,290,434)
entry-name: Montag, Joseph xyxy=(668,404,797,418)
entry-details: — 16. 9. 89 Himbach, Kr. Büdingen — verm. 8. 9. 14 Vassincourt. Ausk. an: Kath. Euler, Gießen, Wolffstr. 20. xyxy=(1209,689,1663,716)
entry-details: — 28. 5. 97 Neckenthal, Unterwesterwald — verm. 27. 5. 18 Dickebusch-See. Ausk. an: Zentral-Nachweise-Büro Berlin NW. 7. xyxy=(686,1274,1131,1300)
entry-details: — 21. 8. 98 Razmia, Kempen — verm. 26. 4. 18 Kemmel. Ausk. an: Zentral-Nachweise-Büro Berlin NW. 7. xyxy=(686,1666,1158,1692)
entry-details: — 31. 3. 91 Föhrenbach — verm. 3. 9. 16 Longueval. Ausk. an: Vitus Blöder, Föhrenbach, Villingen. xyxy=(169,253,632,279)
entry-details: — 29. 5. 85 Schachen, Gersfeld — verm. 9. 9. 14 Vassincourt. Ausk. an: Zentral-Nachweise-Büro Berlin NW. 7. xyxy=(1209,808,1681,835)
casualty-entry xyxy=(668,1154,1164,1182)
